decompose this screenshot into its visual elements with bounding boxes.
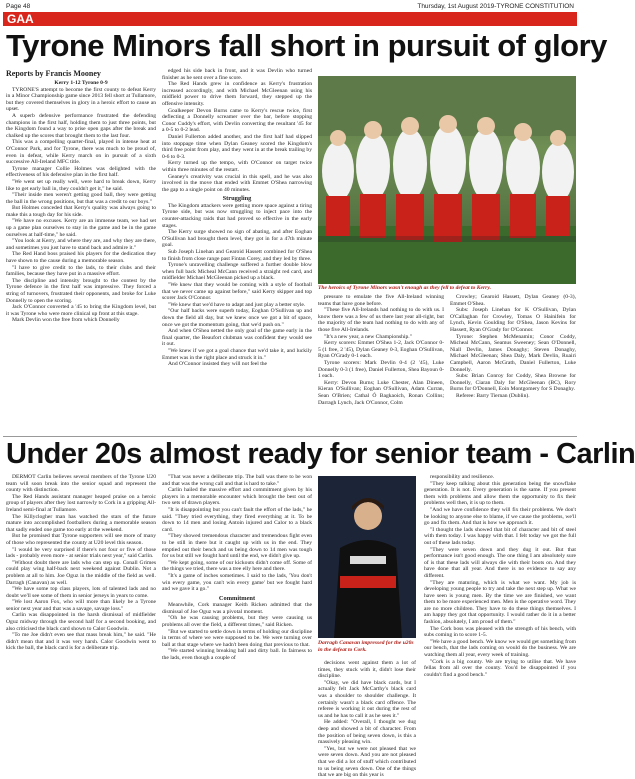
paragraph: "They showed tremendous character and tremendous fight even to be still in there but it caught up with us in the end. They emptied out their bench and us being down to 14 men was tough for us but still we fought hard until the end, we didn't give up. <box>162 533 312 560</box>
tyrone-minors-team-photo <box>318 76 576 284</box>
paragraph: edged his side back in front, and it was Devlin who turned finisher as he sent over a fine score. <box>162 68 312 81</box>
paragraph: "They are maturing, which is what we want. My job is developing young people to try and take the next step up. What we have seen is young men. By the time we are finished, we want them to be more experienced men. Men is the operative word. They are no more children. They have to do these things themselves. I am happy they got that opportunity. I would rather do it in a better fashion, absolutely, I am proud of them." <box>424 579 576 626</box>
paragraph: "And we have confidence they will fix their problems. We don't be looking to anyone else to blame, if we cause the problems, we'll go and fix them. And that is how we approach it. <box>424 506 576 527</box>
paragraph: "They were seven down and they dug it out. But that performance isn't good enough. The one thing I am absolutely sure of is that these lads will always die with their boots on. And they have done that all year. And there is no evidence to say any different. <box>424 546 576 579</box>
article1-column-4 <box>450 294 576 434</box>
paragraph: Sub Joseph Linehan and Gearoid Hassett combined for O'Shea to finish from close range past Fintan Corey, and they led by three. <box>162 249 312 262</box>
paragraph: Referee: Barry Tiernan (Dublin). <box>456 392 530 399</box>
paragraph: "I thought the lads showed that bit of character and bit of steel with them today. I was happy with that. I felt today we got the full out of these lads today. <box>424 526 576 546</box>
section-banner: GAA <box>3 12 577 26</box>
paragraph: DERMOT Carlin believes several members of the Tyrone U20 team will soon break into the senior squad and represent the county with distinction. <box>6 474 156 494</box>
photo1-caption: The heroics of Tyrone Minors wasn't enough as they fell to defeat to Kerry. <box>318 285 491 291</box>
paragraph: A superb defensive performance frustrated the defending champions in the first half, holding them to just three points, but the Kingdom found a way to prise open gaps after the break and chalked up the scores that brought them to the last four. <box>6 112 156 139</box>
paragraph: Crowley; Gearoid Hassett, Dylan Geaney (0-3), Emmet O'Shea. <box>450 294 576 307</box>
paragraph: "You look at Kerry, and where they are, and why they are there, and sometimes you just have to stand back and admire it." <box>6 238 156 251</box>
article2-subhead: Commitment <box>218 594 256 602</box>
paragraph: Mark Devlin won the free from which Donnelly <box>12 317 120 324</box>
page-header <box>6 2 574 12</box>
paragraph: "We kept going, some of our kickouts didn't come off. Some of the things we tried, there was a tree elly here and there. <box>162 559 312 573</box>
paragraph: And O'Connor insisted they will not feel the <box>168 361 268 368</box>
paragraph: "We knew that they would be coming with a style of football that we never came up against before," said Kerry skipper and top scorer Jack O'Connor. <box>162 282 312 302</box>
paragraph: But he promised that Tyrone supporters will see more of many of those who represented the county at U20 level this season. <box>6 533 156 546</box>
article1-column-1 <box>6 68 156 434</box>
paragraph: Subs: Brian Conroy for Coddy, Shea Browne for Donnelly, Ciaran Daly for McGleenan (BC), Rory Burns for O'Donnell, Eoin Montgomery for S Donaghy. <box>450 373 576 393</box>
page-number: Page 48 <box>6 3 31 10</box>
paragraph: Daniel Fullerton added another, and the first half had slipped into stoppage time when Dylan Geaney scored the Kingdom's third free point from play, and they went in at the break trailing by 0-6 to 0-3. <box>162 133 312 160</box>
paragraph: "It is disappointing but you can't fault the effort of the lads," he said. "They tried everything, they fired everything at it. To be down to 14 men and losing Antoin injured and Calor to a black card. <box>162 506 312 533</box>
paragraph: Meanwhile, Cork manager Keith Ricken admitted that the dismissal of Joe Oguz was a pivotal moment. <box>162 602 312 615</box>
paragraph: "That was never a deliberate trip. The ball was there to be won and that was the wrong call and that is hard to take." <box>162 474 312 487</box>
paragraph: "We lost Aaron Fox, who will more than likely be a Tyrone senior next year and that was a savage, savage loss." <box>6 599 156 612</box>
paragraph: But Holmes conceded that Kerry's quality was always going to make this a tough day for his side. <box>6 205 156 218</box>
paragraph: The Cork boss was pleased with the strength of his bench, with subs coming in to score 1-5. <box>424 625 576 639</box>
article2-column-1 <box>6 474 156 734</box>
article1-column-2 <box>162 68 312 434</box>
paragraph: Carlin hailed the massive effort and commitment given by his players in a memorable encounter which brought the best out of two sets of drawn players. <box>162 487 312 507</box>
paragraph: The Red Hands assistant manager heaped praise on a heroic group of players after they lost narrowly to Cork in a gripping All-Ireland semi-final at Tullamore. <box>6 493 156 513</box>
paragraph: pressure to emulate the five All-Ireland winning teams that have gone before. <box>318 294 444 307</box>
paragraph: Jack O'Connor converted a '45 to bring the Kingdom level, but it was Tyrone who were more clinical up front at this stage. <box>6 304 156 317</box>
team-huddle-illustration <box>318 76 576 284</box>
paragraph: Tyrone scorers: Mark Devlin 0-4 (2 '45), Luke Donnelly 0-3 (1 free), Daniel Fullerton, Shea Bayoun 0-1 each. <box>318 359 444 380</box>
paragraph: "To me Joe didn't even see that mass break him," he said. "He didn't mean that and it was very harsh. Calor Goodwin went to kick the ball, the black card is for a deliberate trip. <box>6 632 156 652</box>
article2-headline: Under 20s almost ready for senior team - Carlin <box>6 438 635 470</box>
paragraph: He added: "Overall, I thought we dug deep and showed a bit of character. From the position of being seven down, is this a massively pleasing win. <box>318 719 416 746</box>
issue-date: Thursday, 1st August 2019-TYRONE CONSTITUTION <box>417 3 574 10</box>
paragraph: "We have no excuses. Kerry are an immense team, we had set up a game plan ourselves to stay in the game and be in the game ourselves at half-time," he said. <box>6 218 156 238</box>
paragraph: "Cork is a big county. We are trying to utilise that. We have fellas from all over the county. You'd be disappointed if you couldn't find a good bench." <box>424 658 576 678</box>
article1-subhead: Struggling <box>222 195 252 203</box>
paragraph: Tyrone manager Collie Holmes was delighted with the effectiveness of his defensive plan in the first half. <box>6 165 156 179</box>
player-illustration <box>318 476 416 638</box>
paragraph: This was a compelling quarter-final, played in intense heat at O'Connor Park, and for Tyrone, there was much to be proud of, even in defeat, while Kerry march on in pursuit of a sixth successive All-Ireland MFC title. <box>6 139 156 166</box>
paragraph: "We knew if we got a goal chance that we'd take it, and luckily Emmet was in the right place and struck it in." <box>162 347 312 361</box>
paragraph: Subs: Joseph Linehan for K O'Sullivan, Dylan O'Callaghan for Crowley, Tomas O Hainifein for Lynch, Kevin Goulding for O'Shea, Jason Kevins for Hassett, Ryan O'Grady for O'Connor. <box>450 307 576 333</box>
paragraph: responsibility and resilience. <box>430 474 495 480</box>
paragraph: "It's a new year, a new Championship." <box>324 333 412 340</box>
paragraph: "It's a game of inches sometimes. I said to the lads, 'You don't win every game, you can't win every game' but we fought hard and we gave it a go." <box>162 572 312 593</box>
paragraph: "But we started to settle down in terms of holding our discipline in terms of where we were supposed to be. We were turning over ball at that stage where we hadn't been doing that previous to that. <box>162 628 312 648</box>
paragraph: "Oh he was causing problems, but they were causing us problems all over the field, a different times," said Ricken. <box>162 615 312 629</box>
article2-column-4 <box>424 474 576 734</box>
paragraph: The Red Hand boss praised his players for the dedication they have shown to the cause during a memorable season. <box>6 251 156 265</box>
paragraph: "I have to give credit to the lads, to their clubs and their families, because they have put in a massive effort. <box>6 264 156 278</box>
paragraph: "Their inside men weren't getting good ball, they were getting the ball in the wrong positions, but that was a credit to our boys." <box>6 192 156 205</box>
article2-column-2 <box>162 474 312 734</box>
paragraph: decisions went against them a lot of times, they stuck with it, didn't lose their discipline. <box>318 660 416 680</box>
paragraph: Kerry: Devon Burns; Luke Chester, Alan Dineen, Kieran O'Sullivan; Eoghan O'Sullivan, Adam Curran, Sean O'Brien; Cathal Ó Bagkaoich, Ronan Collins; Darragh Lynch, Jack O'Connor, Colm <box>318 379 444 406</box>
paragraph: The discipline and intensity brought to the contest by the Tyrone defence in the first half was impressive. They forced a string of turnovers, frustrated their opponents, and broke for Luke Donnelly to open the scoring. <box>6 277 156 304</box>
paragraph: "We knew that we'd have to adapt and just play a better style. <box>168 301 306 308</box>
paragraph: TYRONE'S attempt to become the first county to defeat Kerry in a Minor Championship game since 2013 fell short at Tullamore, but they covered themselves in glory in a heroic effort to cause an upset. <box>6 86 156 113</box>
paragraph: Geaney's creativity was crucial in this spell, and he was also involved in the move that ended with Emmet O'Shea narrowing the gap to a single point on 40 minutes. <box>162 173 312 193</box>
photo2-caption: Darragh Canavan impressed for the u20s in the defeat to Cork. <box>318 640 414 653</box>
paragraph: "They keep talking about this generation being the snowflake generation. It is not. Every generation is the same. If you present them with problems and allow them the opportunity to fix their problems well then, it is up to them. <box>424 480 576 507</box>
paragraph: "Okay, we did have black cards, but I actually felt Jack McCarthy's black card was a shoulder to shoulder challenge. It certainly wasn't a black card offence. The referee is working it out during the rest of us and he has to call it as he sees it." <box>318 679 416 719</box>
paragraph: "Without doubt there are lads who can step up. Conall Grimes could play wing half-back next weekend against Dublin. Not a problem at all to him. Joe Oguz in the middle of the field as well. Darragh (Canavan) as well. <box>6 559 156 586</box>
paragraph: "I would be very surprised if there's not four or five of those lads - probably even more - at senior trials next year," said Carlin. <box>6 546 156 560</box>
darragh-canavan-photo <box>318 476 416 638</box>
paragraph: Kerry turned up the tempo, with O'Connor on target twice within three minutes of the restart. <box>162 160 312 173</box>
paragraph: The Kerry surge showed no sign of abating, and after Eoghan O'Sullivan had brought them level, they got in for a 47th minute goal. <box>162 229 312 249</box>
paragraph: The Kingdom attackers were getting more space against a tiring Tyrone side, but was now struggling to inject pace into the counter-attacking raids that had proved so effective in the early stages. <box>162 202 312 229</box>
article1-column-3 <box>318 294 444 434</box>
paragraph: "Yes, but we were not pleased that we were seven down. And you are not pleased that we did a lot of stuff which contributed to us being seven down. One of the things that we are big on this year is <box>318 745 416 779</box>
paragraph: And when O'Shea netted the only goal of the game early in the final quarter, the Beaufort clubman was confident they would see it out. <box>162 328 312 348</box>
article1-scoreline: Kerry 1-12 Tyrone 0-9 <box>54 80 108 86</box>
paragraph: Tyrone: Stephen McMenamin; Conor Coddy, Micheal McCann, Seamus Sweeney; Sean O'Donnell, Niall Devlin, James Donaghy; Steven Donaghy, Michael McGleenan; Shea Daly, Mark Devlin, Ruairi Campbell, Aaron McGrath, Daniel Fullerton, Luke Donnelly. <box>450 333 576 373</box>
paragraph: Goalkeeper Devon Burns came to Kerry's rescue twice, first deflecting a Donnelly screamer over the bar, before stopping Conor Cuddy's effort, with Devlin converting the resultant '45 for a 0-5 to 0-2 lead. <box>162 107 312 134</box>
paragraph: Kerry scorers: Emmet O'Shea 1-2, Jack O'Connor 0-5 (1 free, 2 '45), Dylan Geaney 0-3, Eoghan O'Sullivan, Ryan O'Grady 0-1 each. <box>318 340 444 360</box>
article2-column-3 <box>318 660 416 779</box>
paragraph: "We have a good bench. We know we would get something from our bench, that the lads coming on would do the business. We are watching them all year, every week of training. <box>424 638 576 659</box>
paragraph: "We started winning breaking ball and dirty ball. In fairness to the lads, even though a couple of <box>162 648 312 662</box>
article1-byline: Reports by Francis Mooney <box>6 69 101 78</box>
paragraph: Carlin was disappointed in the harsh dismissal of midfielder Oguz midway through the second half for a second booking, and also criticised the black card shown to Calor Goodwin. <box>6 612 156 632</box>
paragraph: The Red Hands grew in confidence as Kerry's frustration increased accordingly, and with Michael McGleenan using his midfield power to drive them forward, they stepped up the offensive intensity. <box>162 81 312 107</box>
paragraph: "We have some top class players, lots of talented lads and no doubt we'll see some of them in senior jerseys in years to come. <box>6 586 156 599</box>
article1-headline: Tyrone Minors fall short in pursuit of glory <box>6 28 607 63</box>
paragraph: "We went set up really well, were hard to break down, Kerry like to get early ball in, they couldn't get it," he said. <box>6 178 156 192</box>
paragraph: "These five All-Irelands had nothing to do with us. I know there was a few of us there last year all-right, but the majority of the team had nothing to do with any of those five All-Irelands. <box>318 307 444 333</box>
paragraph: "Our half backs were superb today, Eoghan O'Sullivan up and down the field all day, but we knew once we got a bit of space, once we got the momentum going, that we'd push on." <box>162 308 312 328</box>
paragraph: Tyrone's unravelling challenge suffered a further double blow when full back Micheal McCann received a straight red card, and midfielder Michael McGleenan picked up a black. <box>162 262 312 282</box>
paragraph: The Killyclogher man has watched the stars of the future mature into accomplished footballers during a memorable season that sadly ended one game too early at the weekend. <box>6 513 156 533</box>
